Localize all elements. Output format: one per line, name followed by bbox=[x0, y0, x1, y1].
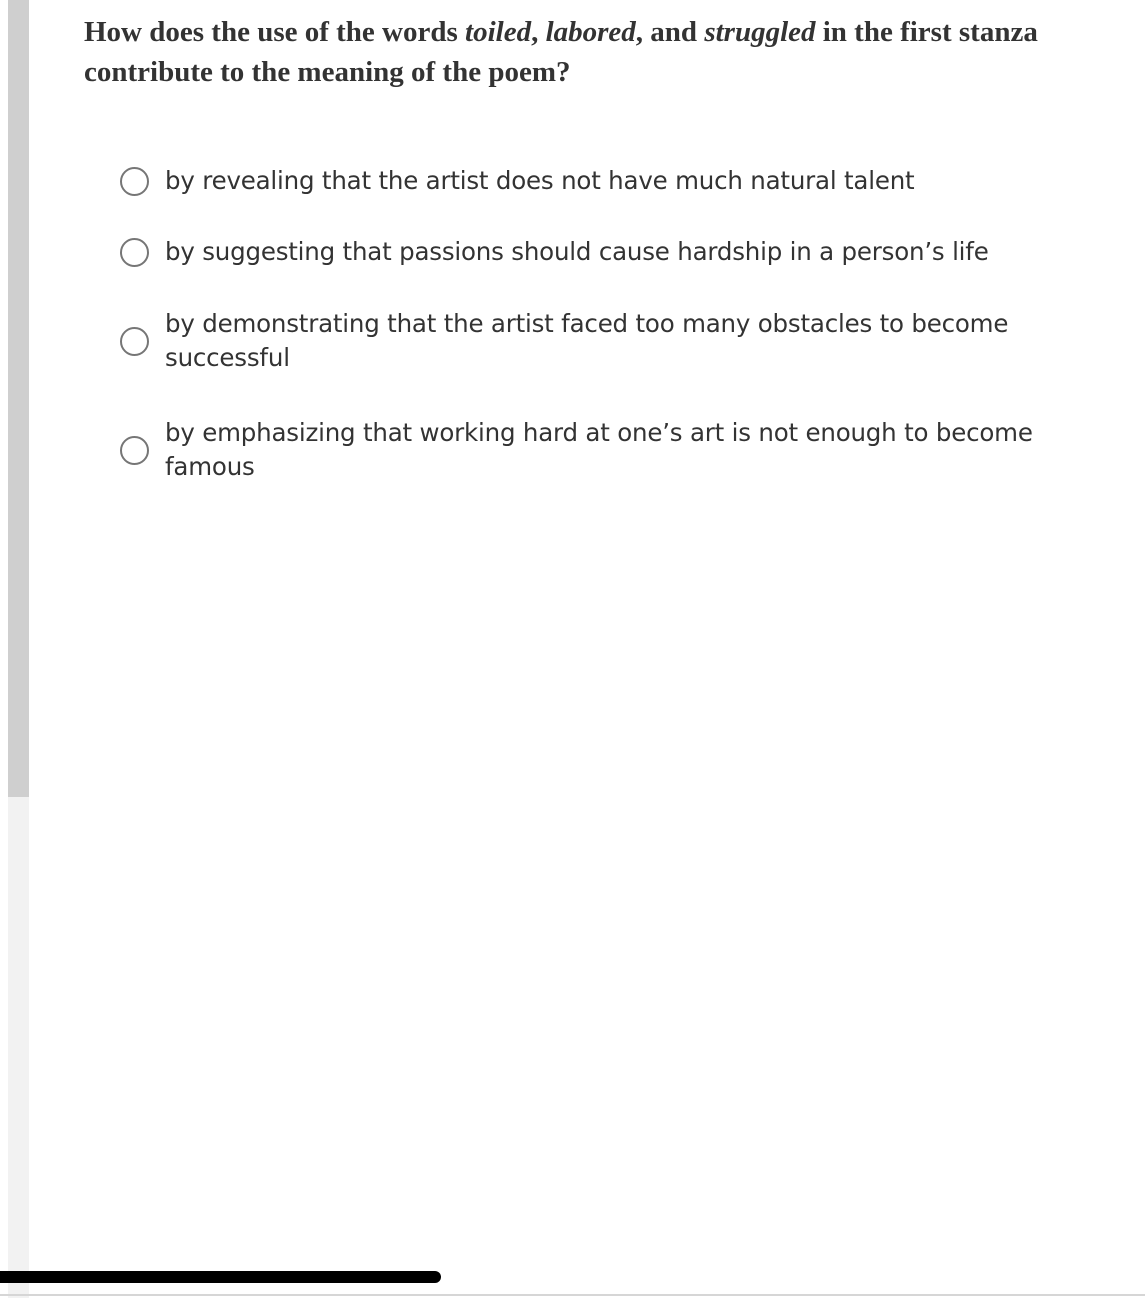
question-text bbox=[84, 12, 1084, 92]
answer-option-label[interactable]: by suggesting that passions should cause hardship in a person’s life bbox=[165, 237, 989, 266]
bottom-divider bbox=[0, 1294, 1145, 1296]
question-text-part: , bbox=[531, 16, 546, 48]
question-italic-word: struggled bbox=[704, 16, 816, 48]
radio-button[interactable] bbox=[120, 436, 149, 465]
scrollbar-track[interactable] bbox=[8, 0, 29, 1298]
answer-option-label[interactable]: by emphasizing that working hard at one’s art is not enough to become famous bbox=[165, 418, 1033, 481]
answer-option-label[interactable]: by demonstrating that the artist faced too many obstacles to become successful bbox=[165, 309, 1009, 372]
radio-button[interactable] bbox=[120, 238, 149, 267]
horizontal-scrollbar-thumb[interactable] bbox=[0, 1271, 441, 1283]
radio-button[interactable] bbox=[120, 327, 149, 356]
question-italic-word: toiled bbox=[465, 16, 532, 48]
answer-option-label[interactable]: by revealing that the artist does not have much natural talent bbox=[165, 166, 915, 195]
question-italic-word: labored bbox=[545, 16, 636, 48]
scrollbar-thumb[interactable] bbox=[8, 0, 29, 797]
question-text-part: in the first stanza contribute to the meaning of the poem? bbox=[84, 16, 1038, 88]
answer-option-1[interactable] bbox=[120, 164, 1060, 198]
answer-option-3[interactable] bbox=[120, 307, 1060, 375]
answer-option-2[interactable] bbox=[120, 235, 1060, 269]
answer-option-4[interactable] bbox=[120, 416, 1060, 484]
radio-button[interactable] bbox=[120, 167, 149, 196]
question-text-part: , and bbox=[635, 16, 705, 48]
question-text-part: How does the use of the words bbox=[84, 16, 466, 48]
